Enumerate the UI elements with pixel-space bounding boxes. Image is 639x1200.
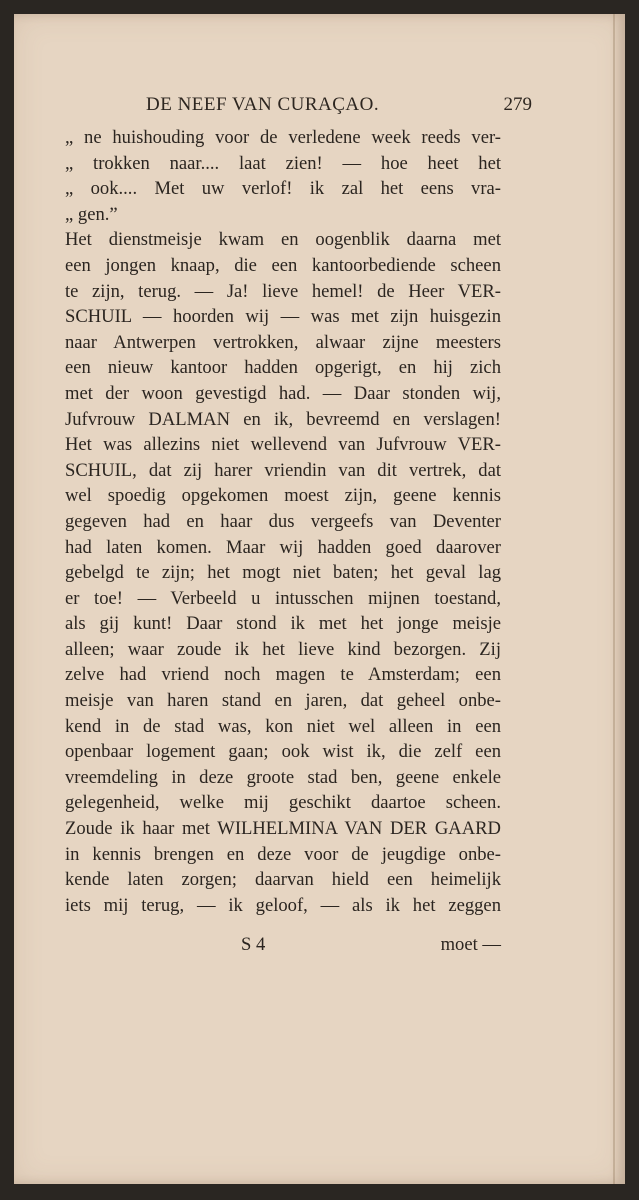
text-line: er toe! — Verbeeld u intusschen mijnen toestand,: [65, 587, 501, 609]
body-text: [65, 125, 501, 918]
text-line: „ ook.... Met uw verlof! ik zal het eens vra-: [65, 178, 501, 200]
text-line: alleen; waar zoude ik het lieve kind bezorgen. Zij: [65, 638, 501, 660]
text-line: vreemdeling in deze groote stad ben, geene enkele: [65, 766, 501, 788]
text-line: Het dienstmeisje kwam en oogenblik daarna met: [65, 229, 501, 251]
text-line: iets mij terug, — ik geloof, — als ik het zeggen: [65, 894, 501, 916]
text-line: te zijn, terug. — Ja! lieve hemel! de Heer VER-: [65, 280, 501, 302]
text-line: had laten komen. Maar wij hadden goed daarover: [65, 536, 501, 558]
text-line: gebelgd te zijn; het mogt niet baten; het geval lag: [65, 562, 501, 584]
text-line: naar Antwerpen vertrokken, alwaar zijne meesters: [65, 331, 501, 353]
signature-mark: S 4: [241, 934, 266, 955]
page-number: 279: [503, 94, 532, 115]
page-header: [132, 90, 532, 122]
text-line: een nieuw kantoor hadden opgerigt, en hij zich: [65, 357, 501, 379]
text-line: gegeven had en haar dus vergeefs van Deventer: [65, 510, 501, 532]
text-line: SCHUIL, dat zij harer vriendin van dit vertrek, dat: [65, 459, 501, 481]
catchword: moet —: [440, 934, 501, 955]
text-line: Het was allezins niet wellevend van Jufvrouw VER-: [65, 434, 501, 456]
text-line: „ ne huishouding voor de verledene week reeds ver-: [65, 127, 501, 148]
running-title: DE NEEF VAN CURAÇAO.: [146, 94, 380, 115]
text-line: „ trokken naar.... laat zien! — hoe heet het: [65, 152, 501, 174]
text-line: een jongen knaap, die een kantoorbediende scheen: [65, 254, 501, 276]
text-line: als gij kunt! Daar stond ik met het jonge meisje: [65, 613, 501, 635]
text-line: met der woon gevestigd had. — Daar stonden wij,: [65, 382, 501, 404]
text-line: in kennis brengen en deze voor de jeugdige onbe-: [65, 843, 501, 865]
text-line: „ gen.”: [65, 203, 118, 225]
text-line: kende laten zorgen; daarvan hield een heimelijk: [65, 869, 501, 891]
text-line: openbaar logement gaan; ook wist ik, die zelf een: [65, 741, 501, 763]
text-line: zelve had vriend noch magen te Amsterdam; een: [65, 664, 501, 686]
text-line: kend in de stad was, kon niet wel alleen in een: [65, 715, 501, 737]
text-line: Zoude ik haar met WILHELMINA VAN DER GAARD: [65, 818, 501, 840]
page-edge-shadow: [613, 14, 615, 1184]
text-line: wel spoedig opgekomen moest zijn, geene kennis: [65, 485, 501, 507]
text-line: SCHUIL — hoorden wij — was met zijn huisgezin: [65, 306, 501, 328]
text-line: meisje van haren stand en jaren, dat geheel onbe-: [65, 690, 501, 712]
text-line: gelegenheid, welke mij geschikt daartoe scheen.: [65, 792, 501, 814]
page-footer: [65, 930, 501, 960]
text-line: Jufvrouw DALMAN en ik, bevreemd en verslagen!: [65, 408, 501, 430]
